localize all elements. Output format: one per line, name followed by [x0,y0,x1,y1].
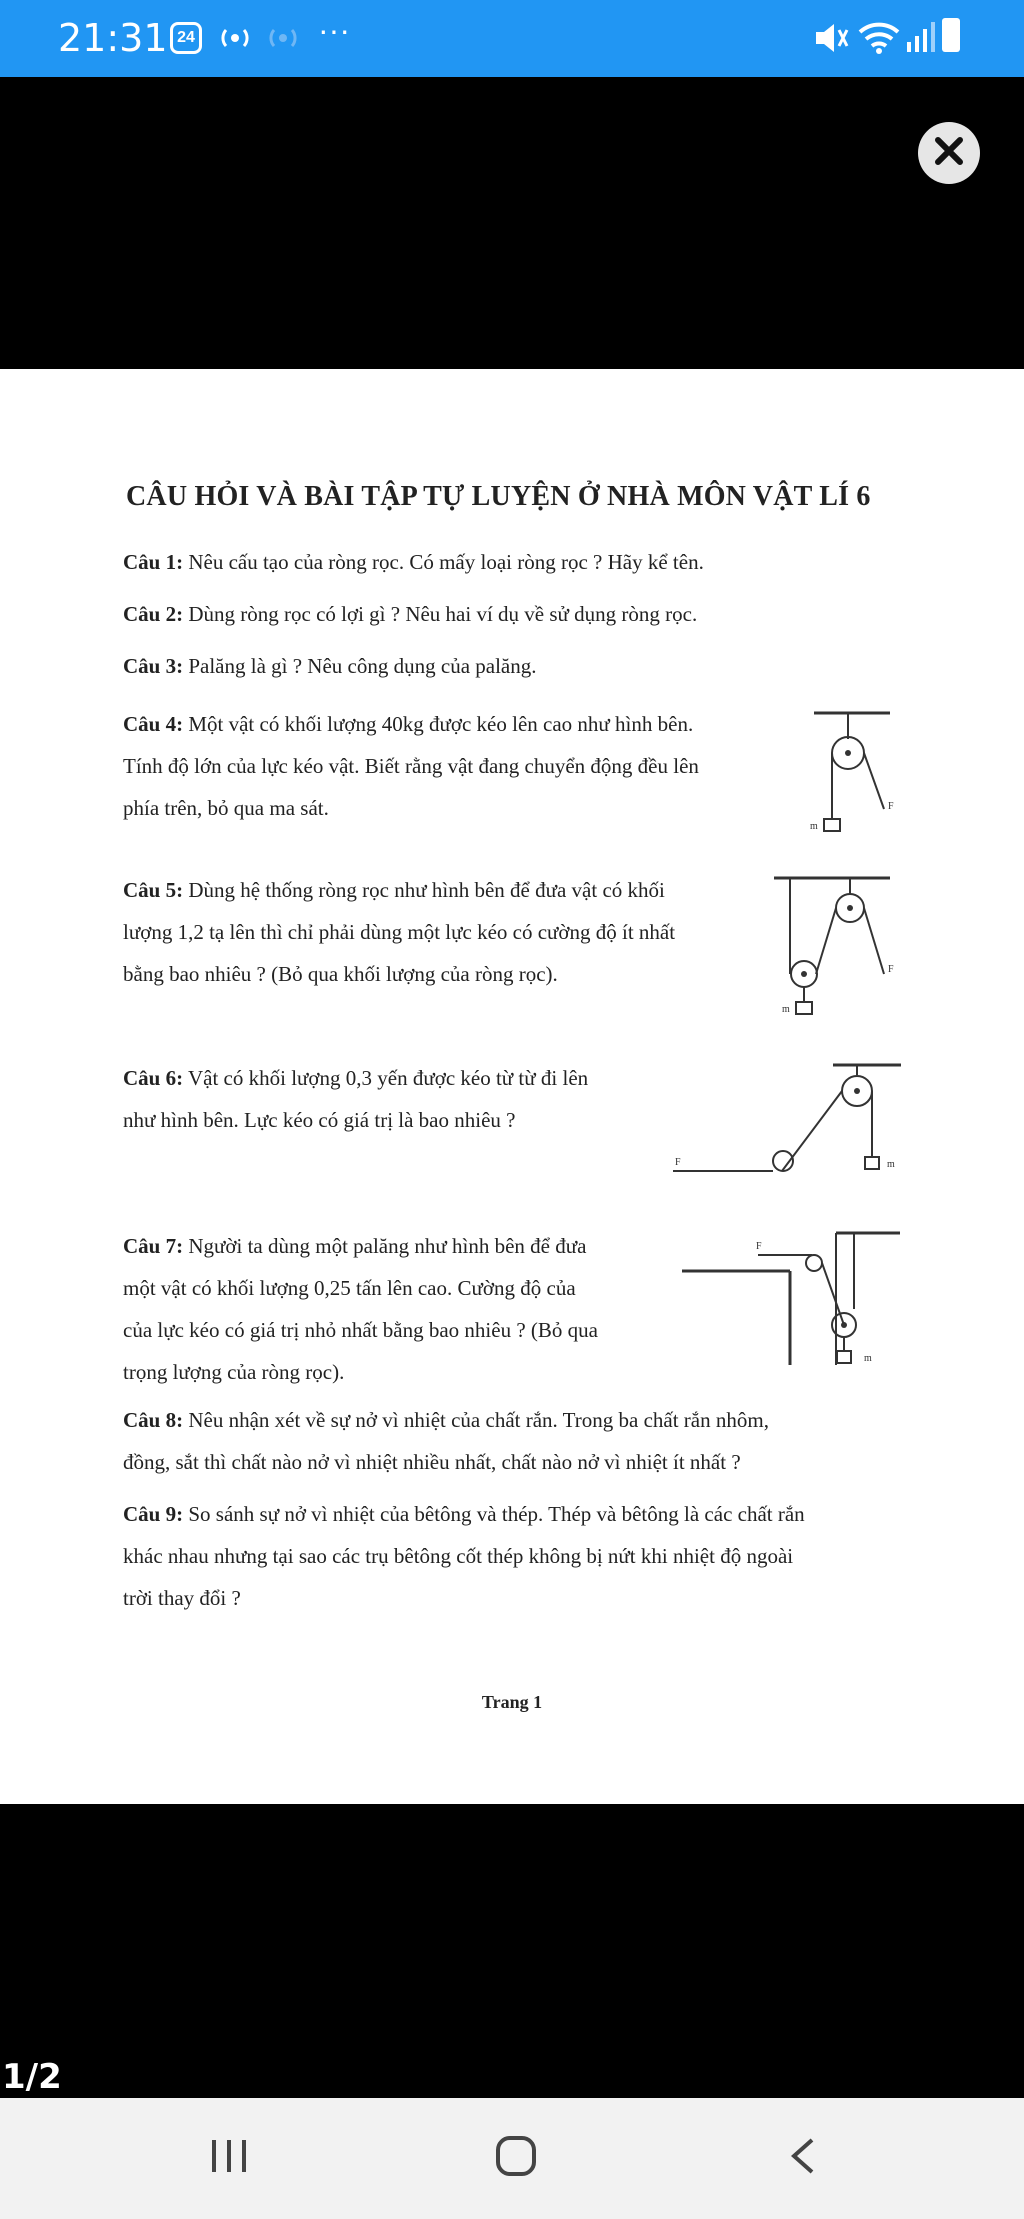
question-text: trọng lượng của ròng rọc). [123,1360,345,1384]
figure-q5-pulley-system [770,874,910,1024]
figure-q4-pulley [790,709,900,839]
question-1 [123,541,704,583]
question-text: Dùng hệ thống ròng rọc như hình bên để đưa vật có khối [188,878,665,902]
figure-q7-palang [678,1229,908,1369]
question-text: Dùng ròng rọc có lợi gì ? Nêu hai ví dụ về sử dụng ròng rọc. [188,602,698,626]
question-8 [123,1399,913,1483]
figure-force-label: F [888,964,894,975]
mute-icon [812,20,850,61]
question-text: bằng bao nhiêu ? (Bỏ qua khối lượng của ròng rọc). [123,962,558,986]
question-text: như hình bên. Lực kéo có giá trị là bao nhiêu ? [123,1108,516,1132]
calendar-badge-icon [170,22,202,54]
status-time: 21:31 [58,16,168,60]
question-7 [123,1225,598,1393]
recent-apps-button[interactable] [208,2136,252,2181]
question-label: Câu 9: [123,1502,184,1526]
figure-mass-label: m [864,1353,872,1364]
question-label: Câu 6: [123,1066,184,1090]
question-text: Một vật có khối lượng 40kg được kéo lên cao như hình bên. [188,712,694,736]
question-text: một vật có khối lượng 0,25 tấn lên cao. Cường độ của [123,1276,576,1300]
figure-force-label: F [888,801,894,812]
question-text: của lực kéo có giá trị nhỏ nhất bằng bao nhiêu ? (Bỏ qua [123,1318,598,1342]
navigation-bar [0,2098,1024,2219]
document-title: CÂU HỎI VÀ BÀI TẬP TỰ LUYỆN Ở NHÀ MÔN VẬT LÍ 6 [126,481,871,512]
close-icon [934,136,964,171]
hotspot-dim-icon [264,22,302,59]
figure-mass-label: m [810,821,818,832]
figure-mass-label: m [887,1159,895,1170]
question-text: Tính độ lớn của lực kéo vật. Biết rằng vật đang chuyển động đều lên [123,754,699,778]
home-button[interactable] [494,2134,538,2183]
question-label: Câu 1: [123,550,184,574]
more-notifications-icon: ··· [318,12,350,48]
question-text: Người ta dùng một palăng như hình bên để đưa [188,1234,587,1258]
question-9 [123,1493,913,1619]
back-button[interactable] [786,2136,820,2181]
wifi-icon [856,18,902,61]
figure-mass-label: m [782,1004,790,1015]
question-text: trời thay đổi ? [123,1586,241,1610]
calendar-badge-text: 24 [177,29,195,46]
question-text: đồng, sắt thì chất nào nở vì nhiệt nhiều nhất, chất nào nở vì nhiệt ít nhất ? [123,1450,741,1474]
question-text: lượng 1,2 tạ lên thì chỉ phải dùng một lực kéo có cường độ ít nhất [123,920,676,944]
close-button[interactable] [918,122,980,184]
question-text: phía trên, bỏ qua ma sát. [123,796,329,820]
back-icon [786,2136,820,2176]
question-label: Câu 7: [123,1234,184,1258]
page-footer: Trang 1 [481,1692,543,1712]
question-label: Câu 8: [123,1408,184,1432]
question-label: Câu 2: [123,602,184,626]
battery-icon [942,18,960,52]
figure-force-label: F [756,1241,762,1252]
hotspot-icon [216,22,254,59]
question-text: Palăng là gì ? Nêu công dụng của palăng. [188,654,537,678]
status-bar [0,0,1024,77]
page-indicator: 1/2 [2,2057,62,2097]
question-6 [123,1057,588,1141]
question-label: Câu 4: [123,712,184,736]
figure-force-label: F [675,1157,681,1168]
question-2 [123,593,697,635]
question-text: khác nhau nhưng tại sao các trụ bêtông cốt thép không bị nứt khi nhiệt độ ngoài [123,1544,794,1568]
question-text: Nêu nhận xét về sự nở vì nhiệt của chất rắn. Trong ba chất rắn nhôm, [188,1408,769,1432]
signal-icon [905,20,935,59]
document-page [0,369,1024,1804]
question-label: Câu 3: [123,654,184,678]
question-text: Vật có khối lượng 0,3 yến được kéo từ từ đi lên [187,1066,589,1090]
question-text: Nêu cấu tạo của ròng rọc. Có mấy loại ròng rọc ? Hãy kể tên. [188,550,704,574]
question-text: So sánh sự nở vì nhiệt của bêtông và thép. Thép và bêtông là các chất rắn [188,1502,805,1526]
home-icon [494,2134,538,2178]
figure-q6-pulleys [665,1061,910,1181]
question-label: Câu 5: [123,878,184,902]
question-4 [123,703,699,829]
question-5 [123,869,675,995]
question-3 [123,645,536,687]
recent-apps-icon [208,2136,252,2176]
